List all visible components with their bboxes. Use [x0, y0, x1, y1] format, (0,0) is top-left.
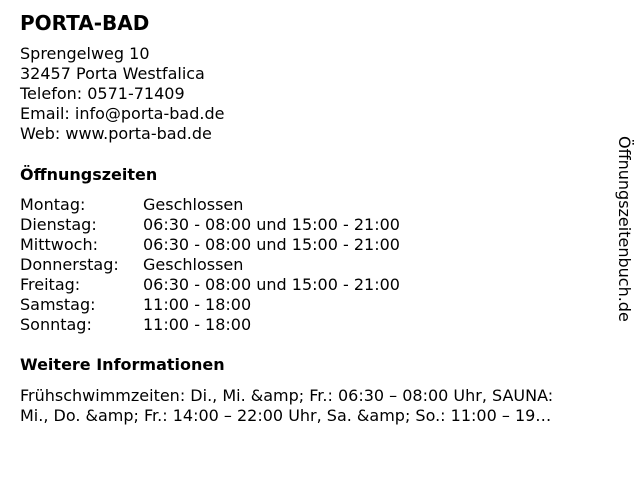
hours-row [20, 275, 400, 295]
hours-day: Sonntag: [20, 315, 92, 334]
phone-line: Telefon: 0571-71409 [20, 84, 185, 103]
hours-row [20, 215, 400, 235]
hours-day: Freitag: [20, 275, 81, 294]
hours-day: Donnerstag: [20, 255, 119, 274]
street-line: Sprengelweg 10 [20, 44, 150, 63]
hours-time: 11:00 - 18:00 [143, 295, 252, 314]
web-line: Web: www.porta-bad.de [20, 124, 212, 143]
hours-row [20, 295, 400, 315]
hours-day: Dienstag: [20, 215, 97, 234]
hours-row [20, 235, 400, 255]
more-info-line-1: Frühschwimmzeiten: Di., Mi. &amp; Fr.: 06:30 – 08:00 Uhr, SAUNA: [20, 386, 554, 405]
hours-time: Geschlossen [143, 195, 244, 214]
hours-time: 06:30 - 08:00 und 15:00 - 21:00 [143, 215, 400, 234]
city-line: 32457 Porta Westfalica [20, 64, 205, 83]
more-info-line-2: Mi., Do. &amp; Fr.: 14:00 – 22:00 Uhr, Sa. &amp; So.: 11:00 – 19… [20, 406, 552, 425]
hours-row [20, 195, 400, 215]
more-info-text [20, 386, 620, 426]
hours-row [20, 255, 400, 275]
hours-time: 06:30 - 08:00 und 15:00 - 21:00 [143, 235, 400, 254]
hours-time: 06:30 - 08:00 und 15:00 - 21:00 [143, 275, 400, 294]
hours-day: Mittwoch: [20, 235, 98, 254]
opening-hours-heading: Öffnungszeiten [20, 165, 158, 184]
hours-row [20, 315, 400, 335]
opening-hours-table [20, 195, 400, 335]
hours-day: Samstag: [20, 295, 96, 314]
business-name: PORTA-BAD [20, 11, 150, 35]
site-credit-vertical: Öffnungszeitenbuch.de [615, 136, 634, 322]
business-card [20, 11, 620, 426]
hours-time: Geschlossen [143, 255, 244, 274]
more-info-heading: Weitere Informationen [20, 355, 225, 374]
hours-time: 11:00 - 18:00 [143, 315, 252, 334]
address-block [20, 44, 620, 144]
hours-day: Montag: [20, 195, 86, 214]
email-line: Email: info@porta-bad.de [20, 104, 225, 123]
